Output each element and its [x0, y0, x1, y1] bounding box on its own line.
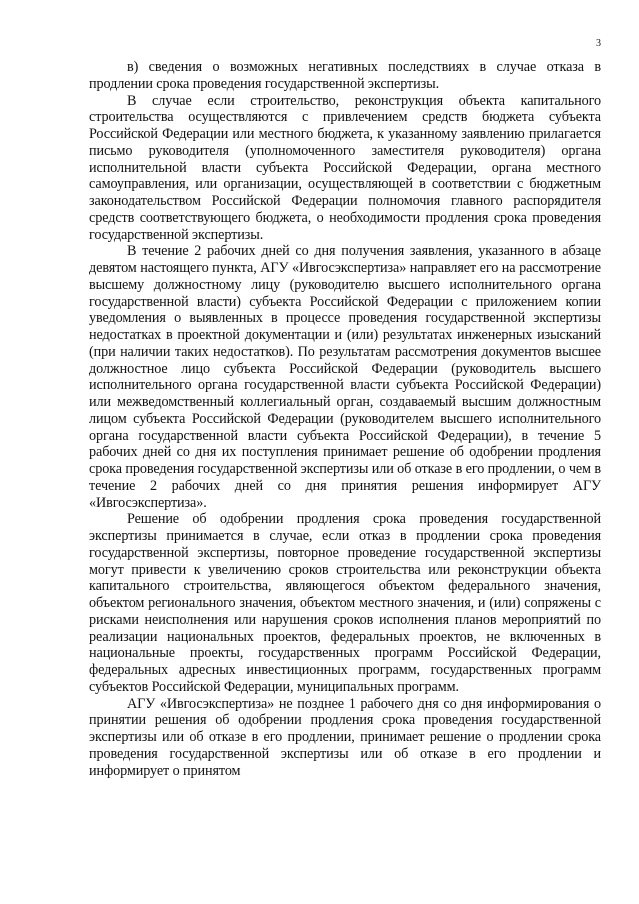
page-number: 3	[596, 38, 601, 49]
paragraph-consequences: в) сведения о возможных негативных последствиях в случае отказа в продлении срока проведения государственной экспертизы.	[89, 59, 601, 92]
paragraph-budget-letter: В случае если строительство, реконструкция объекта капитального строительства осуществляются с привлечением средств бюджета субъекта Российской Федерации или местного бюджета, к указанному заявлению прилагается письмо руководителя (уполномоченного заместителя руководителя) органа исполнительной власти субъекта Российской Федерации, органа местного самоуправления, или организации, осуществляющей в соответствии с бюджетным законодательством Российской Федерации полномочия главного распорядителя средств соответствующего бюджета, о необходимости продления срока проведения государственной экспертизы.	[89, 92, 601, 243]
paragraph-approval-conditions: Решение об одобрении продления срока проведения государственной экспертизы принимается в случае, если отказ в продлении срока проведения государственной экспертизы, повторное проведение государственной экспертизы могут привести к увеличению сроков строительства или реконструкции объекта капитального строительства, являющегося объектом федерального значения, объектом регионального значения, объектом местного значения, и (или) сопряжены с рисками неисполнения или нарушения сроков исполнения планов мероприятий по реализации национальных проектов, федеральных проектов, не включенных в национальные проекты, государственных программ Российской Федерации, федеральных адресных инвестиционных программ, государственных программ субъектов Российской Федерации, муниципальных программ.	[89, 511, 601, 695]
paragraph-agu-decision: АГУ «Ивгосэкспертиза» не позднее 1 рабочего дня со дня информирования о принятии решения об одобрении продления срока проведения государственной экспертизы или об отказе в его продлении, принимает решение о продлении срока проведения государственной экспертизы или об отказе в его продлении и информирует о принятом	[89, 695, 601, 779]
paragraph-review-procedure: В течение 2 рабочих дней со дня получения заявления, указанного в абзаце девятом настоящего пункта, АГУ «Ивгосэкспертиза» направляет его на рассмотрение высшему должностному лицу (руководителю высшего исполнительного органа государственной власти) субъекта Российской Федерации с приложением копии уведомления о выявленных в процессе проведения государственной экспертизы недостатках в проектной документации и (или) результатах инженерных изысканий (при наличии таких недостатков). По результатам рассмотрения документов высшее должностное лицо субъекта Российской Федерации (руководитель высшего исполнительного органа государственной власти субъекта Российской Федерации) или межведомственный коллегиальный орган, создаваемый высшим должностным лицом субъекта Российской Федерации (руководителем высшего исполнительного органа государственной власти субъекта Российской Федерации), в течение 5 рабочих дней со дня их поступления принимает решение об одобрении продления срока проведения государственной экспертизы или об отказе в его продлении, о чем в течение 2 рабочих дней со дня принятия решения информирует АГУ «Ивгосэкспертиза».	[89, 243, 601, 511]
document-body	[89, 59, 601, 779]
